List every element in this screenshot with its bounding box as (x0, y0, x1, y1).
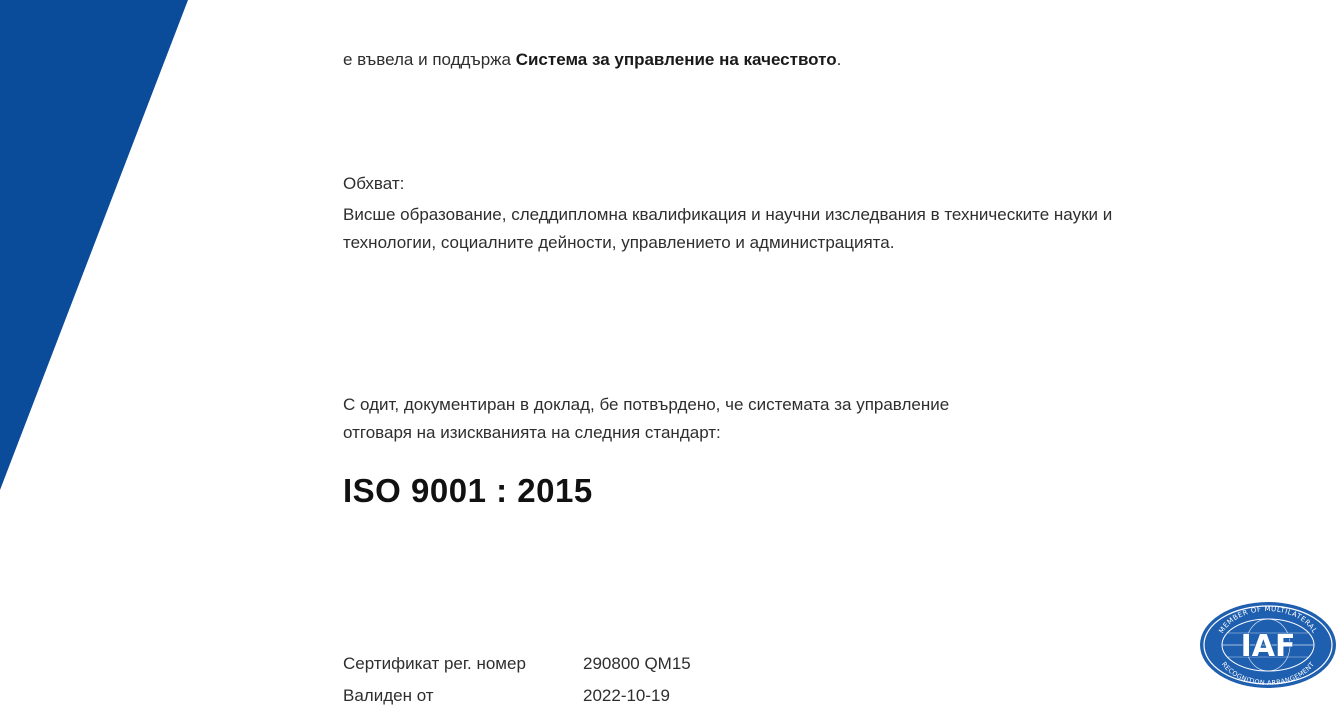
intro-prefix: е въвела и поддържа (343, 50, 516, 69)
scope-heading: Обхват: (343, 174, 405, 193)
intro-suffix: . (836, 50, 842, 69)
iaf-ring-text-bottom: RECOGNITION ARRANGEMENT (1219, 660, 1317, 688)
detail-value: 2022-10-19 (583, 686, 670, 705)
scope-text: Висше образование, следдипломна квалификация и научни изследвания в техническите науки и технологии, социалните дейности, управлението и администрацията. (343, 205, 1113, 252)
detail-label: Валиден от (343, 686, 434, 705)
certificate-details (343, 648, 691, 712)
audit-statement: С одит, документиран в доклад, бе потвърдено, че системата за управление отговаря на изискванията на следния стандарт: (343, 395, 950, 442)
system-name: Система за управление на качеството (515, 50, 837, 69)
blue-decorative-band (0, 0, 200, 500)
detail-value: 290800 QM15 (583, 654, 691, 673)
detail-row-registration (343, 648, 691, 680)
intro-line (343, 48, 841, 72)
iaf-letters: IAF (1240, 629, 1296, 664)
detail-label: Сертификат рег. номер (343, 654, 526, 673)
standard-title: ISO 9001 : 2015 (343, 472, 593, 509)
iaf-logo (1198, 600, 1338, 690)
detail-row-valid-from (343, 680, 691, 712)
iaf-ring-text-top: MEMBER OF MULTILATERAL (1217, 604, 1319, 635)
